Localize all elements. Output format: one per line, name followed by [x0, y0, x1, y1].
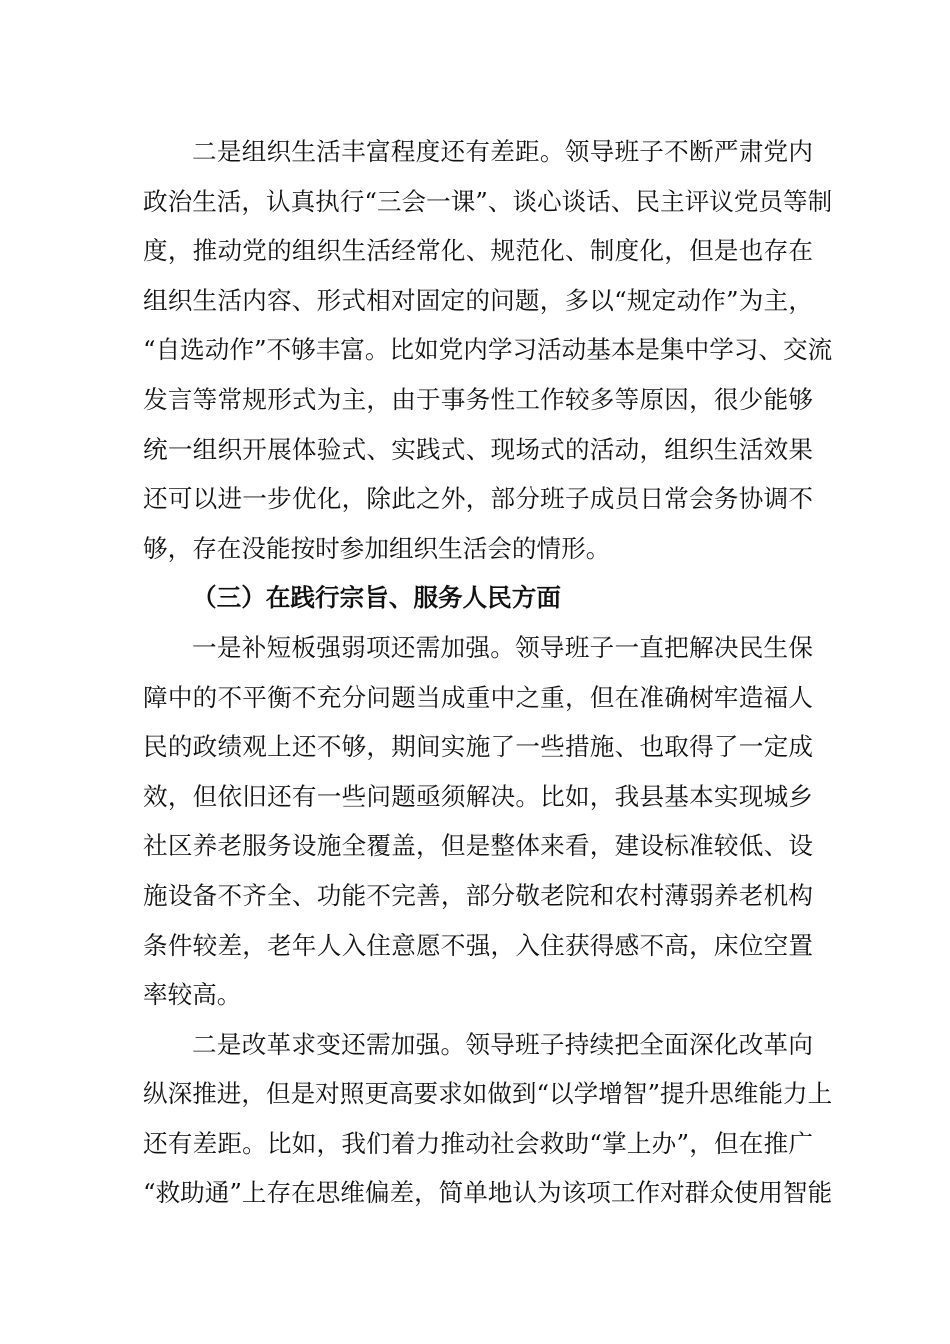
paragraph-line: “自选动作”不够丰富。比如党内学习活动基本是集中学习、交流: [143, 335, 833, 365]
paragraph-line: 一是补短板强弱项还需加强。领导班子一直把解决民生保: [192, 632, 813, 662]
paragraph-line: 条件较差，老年人入住意愿不强，入住获得感不高，床位空置: [143, 930, 813, 960]
paragraph-line: 率较高。: [143, 980, 242, 1010]
paragraph-line: 障中的不平衡不充分问题当成重中之重，但在准确树牢造福人: [143, 682, 813, 712]
paragraph-line: 统一组织开展体验式、实践式、现场式的活动，组织生活效果: [143, 434, 813, 464]
paragraph-line: 民的政绩观上还不够，期间实施了一些措施、也取得了一定成: [143, 732, 813, 762]
paragraph-line: 纵深推进，但是对照更高要求如做到“以学增智”提升思维能力上: [143, 1079, 833, 1109]
paragraph-line: 政治生活，认真执行“三会一课”、谈心谈话、民主评议党员等制: [143, 186, 833, 216]
section-heading: （三）在践行宗旨、服务人民方面: [192, 583, 561, 613]
paragraph-line: 二是改革求变还需加强。领导班子持续把全面深化改革向: [192, 1029, 813, 1059]
paragraph-line: 发言等常规形式为主，由于事务性工作较多等原因，很少能够: [143, 384, 813, 414]
paragraph-line: 效，但依旧还有一些问题亟须解决。比如，我县基本实现城乡: [143, 781, 813, 811]
paragraph-line: 二是组织生活丰富程度还有差距。领导班子不断严肃党内: [192, 137, 813, 166]
paragraph-line: 社区养老服务设施全覆盖，但是整体来看，建设标准较低、设: [143, 831, 813, 861]
document-body: [143, 127, 833, 1218]
paragraph-line: 还有差距。比如，我们着力推动社会救助“掌上办”，但在推广: [143, 1128, 813, 1158]
paragraph-line: 施设备不齐全、功能不完善，部分敬老院和农村薄弱养老机构: [143, 880, 813, 910]
paragraph-line: 够，存在没能按时参加组织生活会的情形。: [143, 533, 611, 563]
paragraph-line: 度，推动党的组织生活经常化、规范化、制度化，但是也存在: [143, 236, 813, 266]
paragraph-line: “救助通”上存在思维偏差，简单地认为该项工作对群众使用智能: [143, 1178, 833, 1208]
paragraph-line: 还可以进一步优化，除此之外，部分班子成员日常会务协调不: [143, 484, 813, 514]
paragraph-line: 组织生活内容、形式相对固定的问题，多以“规定动作”为主，: [143, 285, 813, 315]
